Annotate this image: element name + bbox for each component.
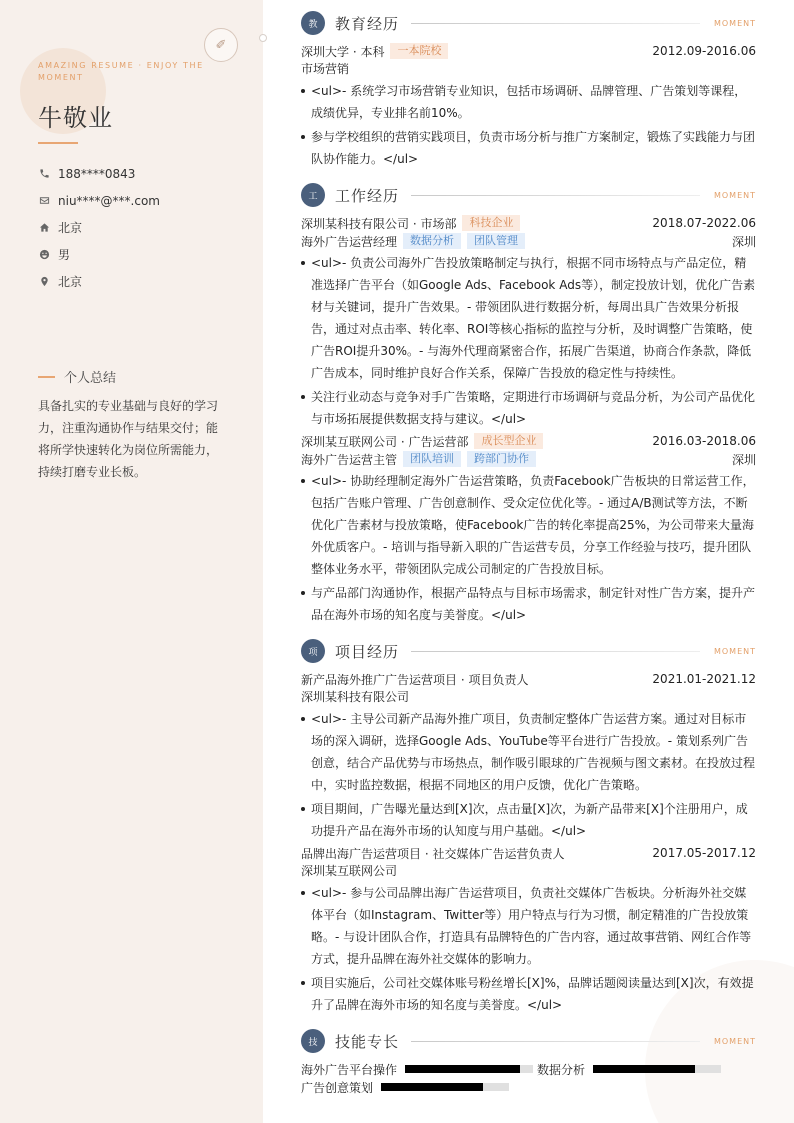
list-item: <ul>- 协助经理制定海外广告运营策略，负责Facebook广告板块的日常运营工作，包括广告账户管理、广告创意制作、受众定位优化等。- 通过A/B测试等方法，不断优化广告素材与投放策略，使Facebook广告的转化率提高25%，为公司带来大量海外优质客户。- 培训与指导新入职的广告运营专员，分享工作经验与技巧，提升团队整体业务水平，带领团队完成公司制定的广告投放目标。: [301, 470, 756, 580]
role-tag: 数据分析: [403, 233, 461, 249]
candidate-name: 牛敬业: [38, 104, 113, 132]
skill-bar-fill: [381, 1083, 483, 1091]
school-name: 深圳大学 · 本科: [301, 44, 385, 59]
section-badge: 工: [301, 183, 325, 207]
skills-row: [301, 1078, 756, 1096]
resize-handle[interactable]: [259, 34, 267, 42]
work-city: 深圳: [731, 234, 756, 249]
work-section: [301, 180, 756, 626]
phone-value: 188****0843: [58, 166, 136, 181]
role-tag: 团队培训: [403, 451, 461, 467]
work-entry: [301, 432, 756, 626]
section-title: 工作经历: [335, 186, 400, 205]
location-value: 北京: [58, 275, 83, 289]
name-underline: [38, 142, 78, 144]
tagline: AMAZING RESUME · ENJOY THE MOMENT: [38, 61, 204, 82]
email-value: niu****@***.com: [58, 193, 160, 208]
section-moment: MOMENT: [713, 1036, 756, 1046]
contact-gender: [38, 241, 248, 268]
role-title: 海外广告运营主管: [301, 452, 398, 467]
list-item: <ul>- 系统学习市场营销专业知识，包括市场调研、品牌管理、广告策划等课程，成绩优异，专业排名前10%。: [301, 80, 756, 124]
contact-email: [38, 187, 248, 214]
gender-icon: [38, 249, 50, 261]
project-entry: [301, 670, 756, 842]
section-title: 项目经历: [335, 642, 400, 661]
work-date: 2016.03-2018.06: [652, 434, 756, 448]
summary-title: 个人总结: [64, 371, 117, 386]
section-divider: [411, 1041, 700, 1042]
company-row: [301, 214, 756, 232]
school-tag: 一本院校: [390, 43, 448, 59]
list-item: <ul>- 主导公司新产品海外推广项目，负责制定整体广告运营方案。通过对目标市场的深入调研，选择Google Ads、YouTube等平台进行广告投放。- 策划系列广告创意，结合产品优势与市场热点，制作吸引眼球的广告视频与图文素材。在投放过程中，实时监控数据，根据不同地区的用户反馈，优化广告策略。: [301, 708, 756, 796]
section-badge: 教: [301, 11, 325, 35]
home-value: 北京: [58, 221, 83, 235]
list-item: 关注行业动态与竞争对手广告策略，定期进行市场调研与竞品分析，为公司产品优化与市场拓展提供数据支持与建议。</ul>: [301, 386, 756, 430]
section-badge: 技: [301, 1029, 325, 1053]
list-item: <ul>- 参与公司品牌出海广告运营项目，负责社交媒体广告板块。分析海外社交媒体平台（如Instagram、Twitter等）用户特点与行为习惯，制定精准的广告投放策略。- 与设计团队合作，打造具有品牌特色的广告内容，通过故事营销、网红合作等方式，提升品牌在海外社交媒体的影响力。: [301, 882, 756, 970]
project-org: 深圳某互联网公司: [301, 864, 398, 878]
skills-row: [301, 1060, 756, 1078]
contact-list: [38, 160, 248, 295]
role-row: [301, 450, 756, 468]
home-icon: [38, 222, 50, 234]
contact-phone: [38, 160, 248, 187]
role-tag: 团队管理: [467, 233, 525, 249]
summary-text: 具备扎实的专业基础与良好的学习力，注重沟通协作与结果交付；能将所学快速转化为岗位所需能力，持续打磨专业长板。: [38, 399, 219, 479]
work-bullets: [301, 470, 756, 626]
company-row: [301, 432, 756, 450]
section-divider: [411, 651, 700, 652]
projects-section: [301, 636, 756, 1016]
company-name: 深圳某科技有限公司 · 市场部: [301, 216, 457, 231]
sidebar: [0, 0, 263, 1123]
skill-bar: [381, 1083, 509, 1091]
section-title: 技能专长: [335, 1032, 400, 1051]
gender-value: 男: [58, 248, 71, 262]
section-moment: MOMENT: [713, 646, 756, 656]
project-name: 品牌出海广告运营项目 · 社交媒体广告运营负责人: [301, 846, 565, 861]
edit-pen-button[interactable]: [204, 28, 238, 62]
role-tag: 跨部门协作: [467, 451, 536, 467]
section-divider: [411, 23, 700, 24]
section-header: [301, 8, 756, 38]
work-date: 2018.07-2022.06: [652, 216, 756, 230]
section-header: [301, 636, 756, 666]
section-moment: MOMENT: [713, 18, 756, 28]
summary-dash: [38, 376, 55, 378]
skills-section: [301, 1026, 756, 1096]
section-moment: MOMENT: [713, 190, 756, 200]
skills-list: [301, 1060, 756, 1096]
work-city: 深圳: [731, 452, 756, 467]
skill-name: 海外广告平台操作: [301, 1062, 398, 1077]
list-item: 项目期间，广告曝光量达到[X]次，点击量[X]次，为新产品带来[X]个注册用户，成功提升产品在海外市场的认知度与用户基础。</ul>: [301, 798, 756, 842]
company-tag: 科技企业: [462, 215, 520, 231]
project-entry: [301, 844, 756, 1016]
pen-icon: ✐: [215, 37, 227, 53]
list-item: 参与学校组织的营销实践项目，负责市场分析与推广方案制定，锻炼了实践能力与团队协作能力。</ul>: [301, 126, 756, 170]
skill-name: 广告创意策划: [301, 1080, 374, 1095]
list-item: 项目实施后，公司社交媒体账号粉丝增长[X]%，品牌话题阅读量达到[X]次，有效提升了品牌在海外市场的知名度与美誉度。</ul>: [301, 972, 756, 1016]
education-date: 2012.09-2016.06: [652, 44, 756, 58]
contact-location: [38, 268, 248, 295]
section-badge: 项: [301, 639, 325, 663]
project-date: 2017.05-2017.12: [652, 846, 756, 860]
skill-bar-fill: [405, 1065, 520, 1073]
summary-heading: [38, 367, 116, 386]
section-title: 教育经历: [335, 14, 400, 33]
main-content: [301, 8, 756, 1106]
list-item: <ul>- 负责公司海外广告投放策略制定与执行，根据不同市场特点与产品定位，精准选择广告平台（如Google Ads、Facebook Ads等），制定投放计划，优化广告素材与关键词，提升广告效果。- 带领团队进行数据分析，每周出具广告效果分析报告，通过对点击率、转化率、ROI等核心指标的监控与分析，及时调整广告策略，使广告ROI提升30%。- 与海外代理商紧密合作，拓展广告渠道，协商合作条款，降低广告成本，同时维护良好合作关系，保障广告投放的稳定性与持续性。: [301, 252, 756, 384]
education-bullets: [301, 80, 756, 170]
project-date: 2021.01-2021.12: [652, 672, 756, 686]
skill-bar-fill: [593, 1065, 695, 1073]
location-pin-icon: [38, 276, 50, 288]
skill-bar: [405, 1065, 533, 1073]
role-title: 海外广告运营经理: [301, 234, 398, 249]
project-row: [301, 670, 756, 688]
education-section: [301, 8, 756, 170]
skill-bar: [593, 1065, 721, 1073]
section-header: [301, 180, 756, 210]
contact-home: [38, 214, 248, 241]
section-header: [301, 1026, 756, 1056]
skill-name: 数据分析: [537, 1062, 586, 1077]
major: 市场营销: [301, 62, 350, 76]
section-divider: [411, 195, 700, 196]
role-row: [301, 232, 756, 250]
project-bullets: [301, 882, 756, 1016]
work-entry: [301, 214, 756, 430]
mail-icon: [38, 195, 50, 207]
company-tag: 成长型企业: [474, 433, 543, 449]
education-row: [301, 42, 756, 60]
project-bullets: [301, 708, 756, 842]
project-row: [301, 844, 756, 862]
company-name: 深圳某互联网公司 · 广告运营部: [301, 434, 469, 449]
work-bullets: [301, 252, 756, 430]
phone-icon: [38, 168, 50, 180]
project-org: 深圳某科技有限公司: [301, 690, 410, 704]
list-item: 与产品部门沟通协作，根据产品特点与目标市场需求，制定针对性广告方案，提升产品在海外市场的知名度与美誉度。</ul>: [301, 582, 756, 626]
project-name: 新产品海外推广广告运营项目 · 项目负责人: [301, 672, 529, 687]
